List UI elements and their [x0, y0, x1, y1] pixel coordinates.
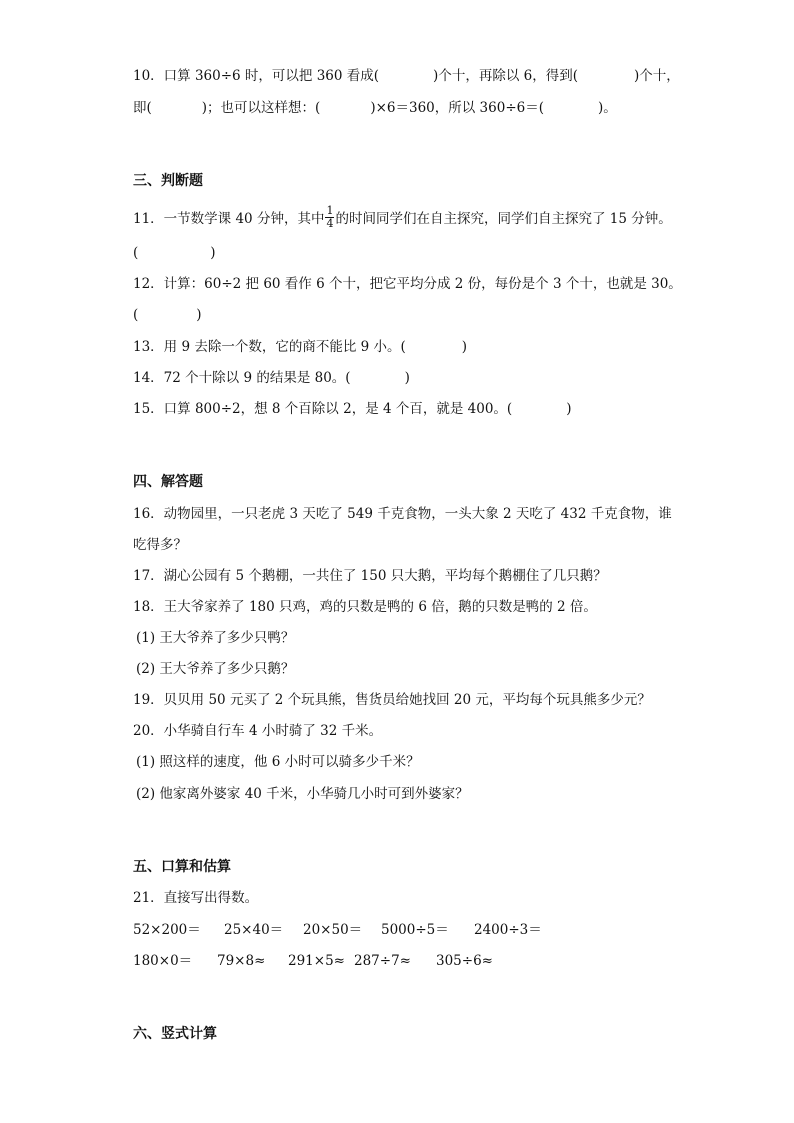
calc-item: 52×200＝	[133, 922, 201, 938]
question-20: 20．小华骑自行车 4 小时骑了 32 千米。	[133, 723, 383, 739]
question-20-part-1: (1) 照这样的速度，他 6 小时可以骑多少千米？	[136, 754, 420, 770]
answer-paren-close: )	[566, 401, 572, 417]
calc-item: 305÷6≈	[436, 953, 493, 969]
q10-text-d: 即(	[133, 100, 152, 116]
question-11-answer	[133, 243, 216, 263]
answer-paren-close: )	[461, 339, 468, 355]
question-10-line-1	[133, 66, 680, 86]
question-15	[133, 399, 571, 419]
fraction-numerator: 1	[326, 204, 334, 217]
question-13	[133, 337, 467, 357]
q11-text-a: 11．一节数学课 40 分钟，其中	[133, 211, 325, 227]
question-21: 21．直接写出得数。	[133, 890, 259, 906]
q10-text-e: )；也可以这样想：(	[201, 100, 321, 116]
question-11	[133, 204, 672, 232]
q10-text-a: 10．口算 360÷6 时，可以把 360 看成(	[133, 68, 380, 84]
question-16-line-1: 16．动物园里，一只老虎 3 天吃了 549 千克食物，一头大象 2 天吃了 432 千克食物，谁	[133, 506, 672, 522]
calc-item: 2400÷3＝	[474, 922, 542, 938]
calc-item: 25×40＝	[224, 922, 284, 938]
fraction-one-quarter	[325, 205, 334, 230]
question-18-part-2: (2) 王大爷养了多少只鹅？	[136, 661, 295, 677]
question-18: 18．王大爷家养了 180 只鸡，鸡的只数是鸭的 6 倍，鹅的只数是鸭的 2 倍。	[133, 599, 597, 615]
answer-paren-open: (	[133, 307, 139, 323]
q10-text-f: )×6＝360，所以 360÷6＝(	[370, 100, 544, 116]
calc-item: 287÷7≈	[354, 953, 411, 969]
calc-item: 20×50＝	[303, 922, 363, 938]
q10-text-g: )。	[598, 100, 617, 116]
calc-item: 5000÷5＝	[381, 922, 449, 938]
q15-text: 15．口算 800÷2，想 8 个百除以 2，是 4 个百，就是 400。(	[133, 401, 513, 417]
question-20-part-2: (2) 他家离外婆家 40 千米，小华骑几小时可到外婆家？	[136, 786, 469, 802]
q11-text-b: 的时间同学们在自主探究，同学们自主探究了 15 分钟。	[335, 211, 672, 227]
calc-item: 291×5≈	[288, 953, 345, 969]
calc-item: 79×8≈	[217, 953, 266, 969]
answer-paren-close: )	[196, 307, 202, 323]
question-12: 12．计算：60÷2 把 60 看作 6 个十，把它平均分成 2 份，每份是个 3 个十，也就是 30。	[133, 276, 682, 292]
question-14	[133, 368, 410, 388]
question-17: 17．湖心公园有 5 个鹅棚，一共住了 150 只大鹅，平均每个鹅棚住了几只鹅？	[133, 568, 607, 584]
q14-text: 14．72 个十除以 9 的结果是 80。(	[133, 370, 351, 386]
answer-paren-close: )	[404, 370, 410, 386]
section-6-heading: 六、竖式计算	[133, 1026, 217, 1042]
section-3-heading: 三、判断题	[133, 173, 203, 189]
answer-paren-close: )	[210, 245, 216, 261]
q10-text-c: )个十，	[633, 68, 680, 84]
q13-text: 13．用 9 去除一个数，它的商不能比 9 小。(	[133, 339, 406, 355]
section-5-heading: 五、口算和估算	[133, 859, 231, 875]
answer-paren-open: (	[133, 245, 139, 261]
question-19: 19．贝贝用 50 元买了 2 个玩具熊，售货员给她找回 20 元，平均每个玩具熊多少元？	[133, 692, 651, 708]
question-12-answer	[133, 305, 202, 325]
question-16-line-2: 吃得多？	[133, 537, 187, 553]
question-18-part-1: (1) 王大爷养了多少只鸭？	[136, 630, 295, 646]
calc-item: 180×0＝	[133, 953, 193, 969]
q10-text-b: )个十，再除以 6，得到(	[433, 68, 578, 84]
section-4-heading: 四、解答题	[133, 474, 203, 490]
question-10-line-2	[133, 98, 617, 118]
fraction-denominator: 4	[326, 217, 334, 230]
